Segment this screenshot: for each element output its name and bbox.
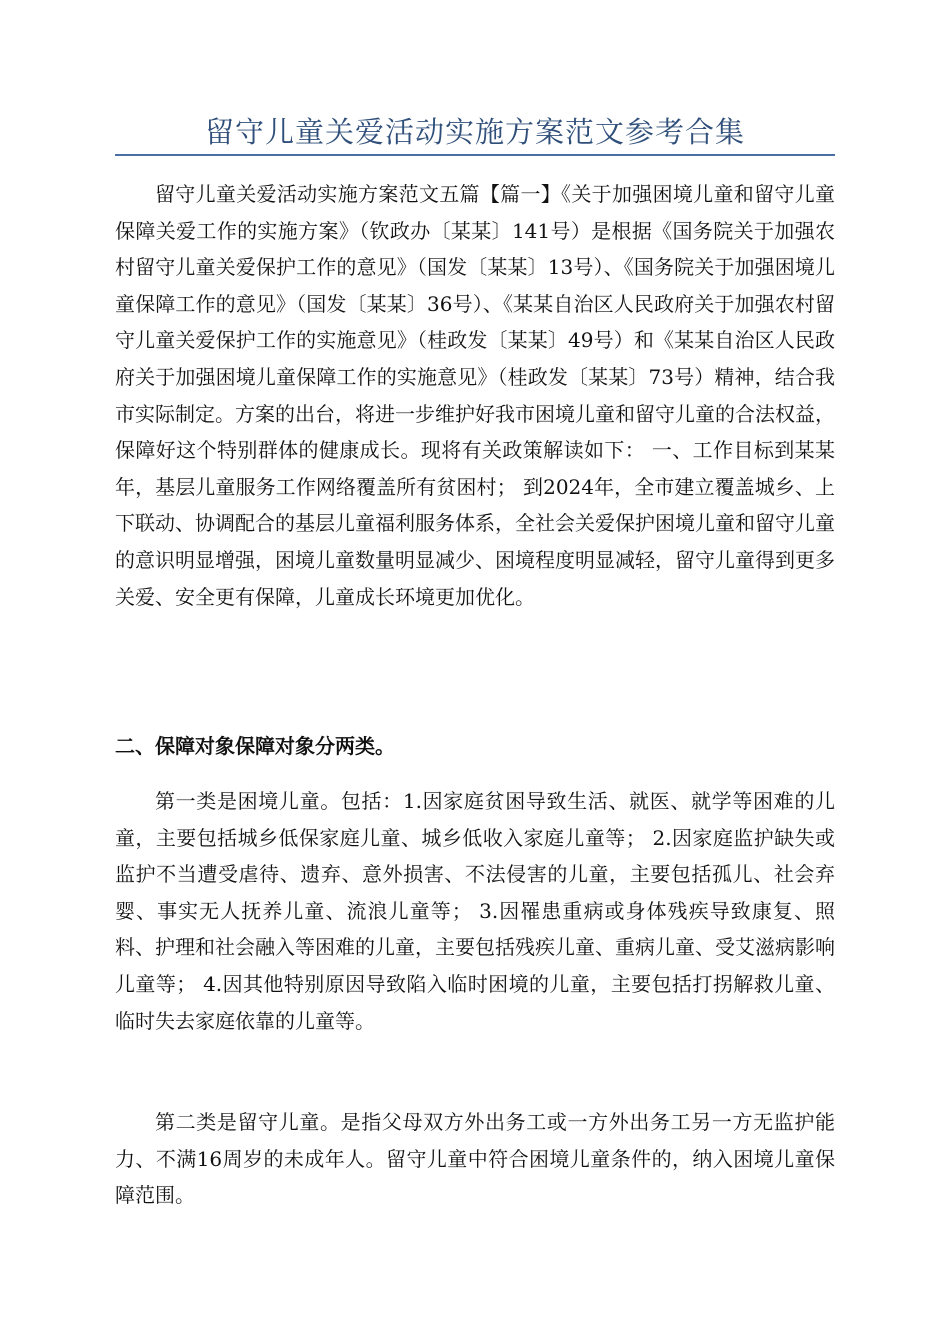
title-underline (115, 154, 835, 156)
document-title: 留守儿童关爱活动实施方案范文参考合集 (204, 115, 745, 149)
paragraph-category-2: 第二类是留守儿童。是指父母双方外出务工或一方外出务工另一方无监护能力、不满16周岁的未成年人。留守儿童中符合困境儿童条件的，纳入困境儿童保障范围。 (115, 1110, 835, 1208)
section-heading-2: 二、保障对象保障对象分两类。 (115, 734, 395, 758)
paragraph-intro: 留守儿童关爱活动实施方案范文五篇【篇一】《关于加强困境儿童和留守儿童保障关爱工作的实施方案》（钦政办〔某某〕141号）是根据《国务院关于加强农村留守儿童关爱保护工作的意见》（国发〔某某〕13号）、《国务院关于加强困境儿童保障工作的意见》（国发〔某某〕36号）、《某某自治区人民政府关于加强农村留守儿童关爱保护工作的实施意见》（桂政发〔某某〕49号）和《某某自治区人民政府关于加强困境儿童保障工作的实施意见》（桂政发〔某某〕73号）精神，结合我市实际制定。方案的出台，将进一步维护好我市困境儿童和留守儿童的合法权益，保障好这个特别群体的健康成长。现将有关政策解读如下： 一、工作目标到某某年，基层儿童服务工作网络覆盖所有贫困村； 到2024年，全市建立覆盖城乡、上下联动、协调配合的基层儿童福利服务体系，全社会关爱保护困境儿童和留守儿童的意识明显增强，困境儿童数量明显减少、困境程度明显减轻，留守儿童得到更多关爱、安全更有保障，儿童成长环境更加优化。 (115, 182, 835, 609)
paragraph-category-1: 第一类是困境儿童。包括：1.因家庭贫困导致生活、就医、就学等困难的儿童，主要包括城乡低保家庭儿童、城乡低收入家庭儿童等； 2.因家庭监护缺失或监护不当遭受虐待、遗弃、意外损害、不法侵害的儿童，主要包括孤儿、社会弃婴、事实无人抚养儿童、流浪儿童等； 3.因罹患重病或身体残疾导致康复、照料、护理和社会融入等困难的儿童，主要包括残疾儿童、重病儿童、受艾滋病影响儿童等； 4.因其他特别原因导致陷入临时困境的儿童，主要包括打拐解救儿童、临时失去家庭依靠的儿童等。 (115, 789, 835, 1033)
